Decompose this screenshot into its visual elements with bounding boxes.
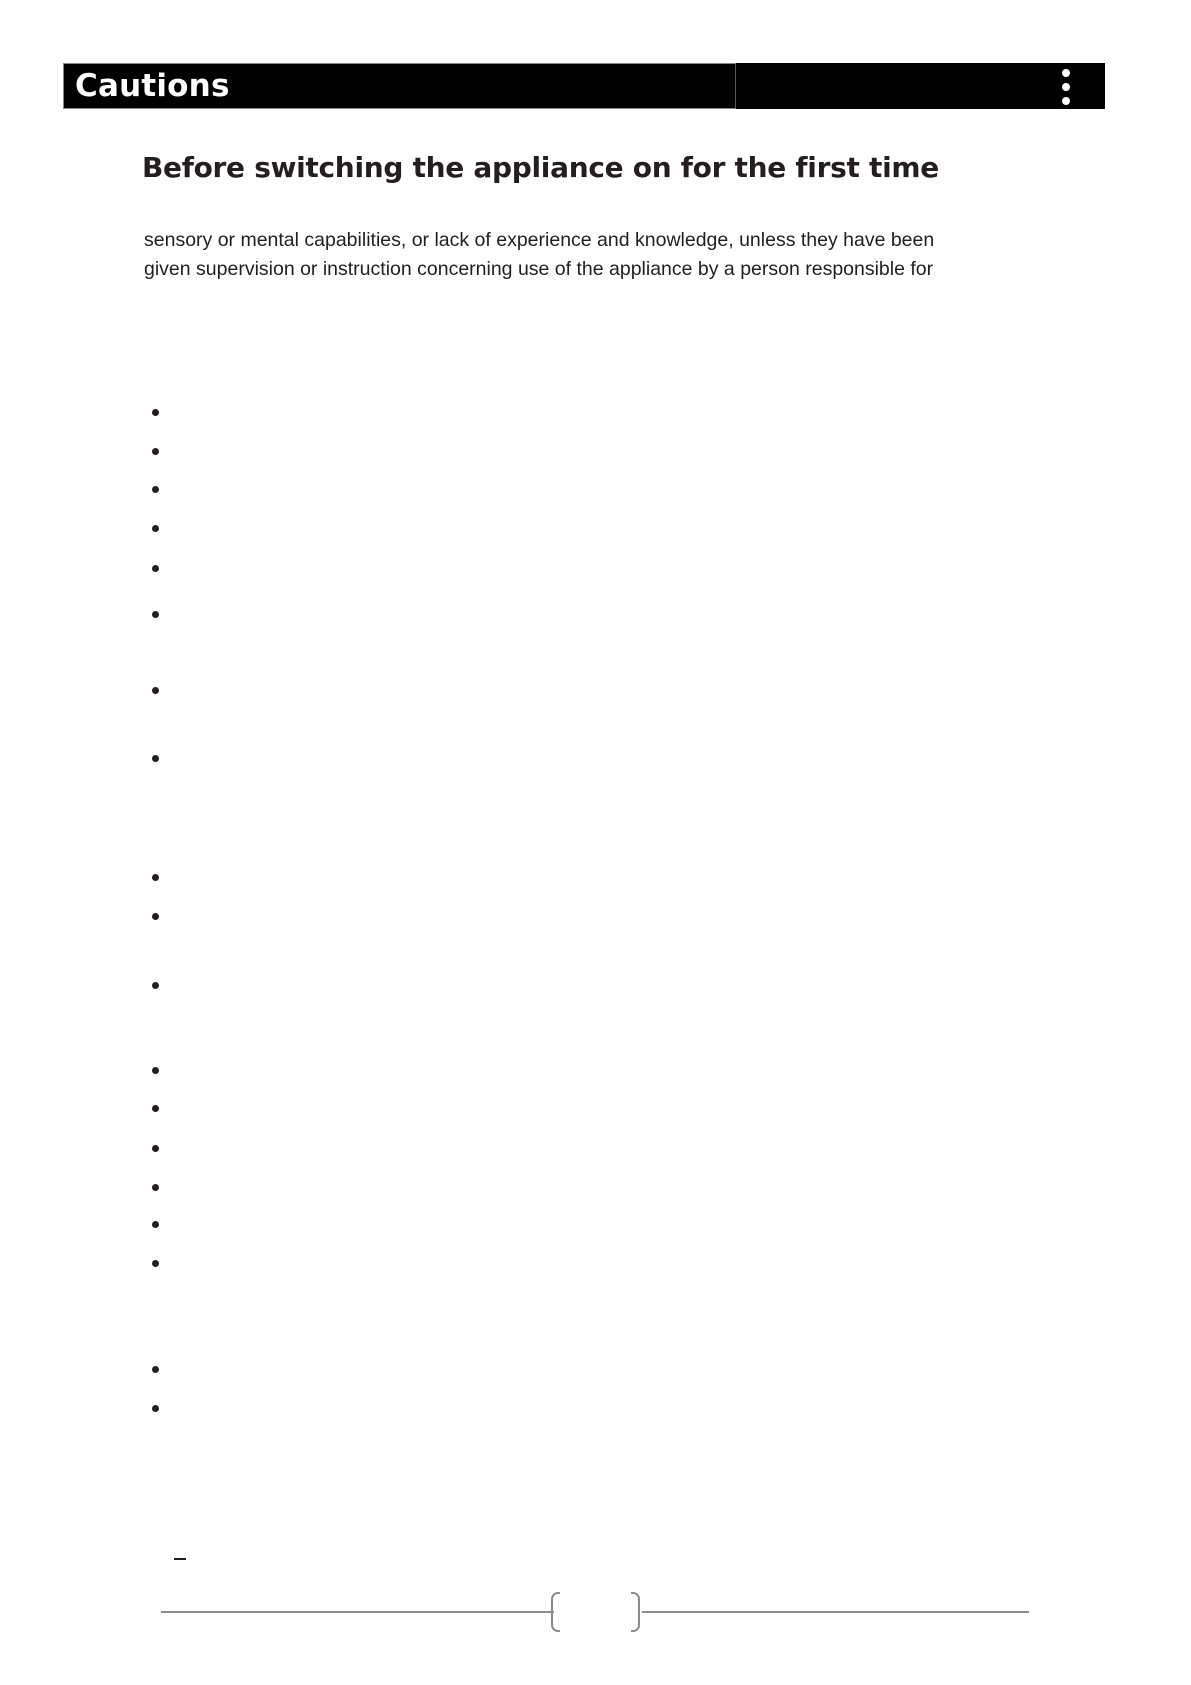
list-bullet [152,409,159,416]
list-bullet [152,1067,159,1074]
list-bullet [152,1260,159,1267]
list-bullet [152,687,159,694]
footer-rule-left [161,1611,554,1613]
vertical-dots-icon [1061,69,1071,105]
list-bullet [152,1145,159,1152]
page-number-bracket-open [551,1592,560,1632]
body-text-line: given supervision or instruction concerning use of the appliance by a person responsible for [144,258,934,280]
list-bullet [152,1184,159,1191]
list-bullet [152,448,159,455]
list-bullet [152,525,159,532]
dash-mark [174,1558,186,1560]
list-bullet [152,486,159,493]
list-bullet [152,611,159,618]
header-bar [63,63,1105,109]
list-bullet [152,1105,159,1112]
page-title: Cautions [75,68,230,104]
list-bullet [152,1366,159,1373]
section-heading: Before switching the appliance on for the first time [142,151,939,184]
list-bullet [152,565,159,572]
list-bullet [152,755,159,762]
list-bullet [152,982,159,989]
page-number-bracket-close [631,1592,640,1632]
footer-rule-right [642,1611,1029,1613]
list-bullet [152,1405,159,1412]
list-bullet [152,874,159,881]
body-text-line: sensory or mental capabilities, or lack of experience and knowledge, unless they have been [144,229,935,251]
list-bullet [152,913,159,920]
list-bullet [152,1221,159,1228]
